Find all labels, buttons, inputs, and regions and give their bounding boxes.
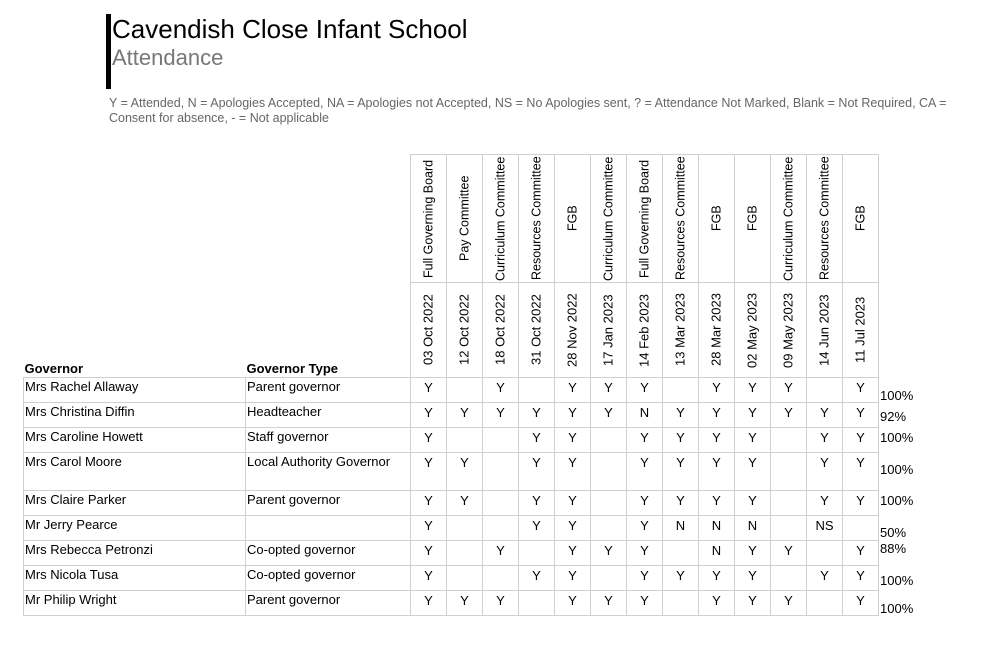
attendance-mark: Y xyxy=(591,378,627,403)
governor-name: Mrs Christina Diffin xyxy=(24,403,246,428)
meeting-name: FGB xyxy=(709,205,724,232)
attendance-mark xyxy=(663,541,699,566)
attendance-mark xyxy=(519,591,555,616)
meeting-date: 31 Oct 2022 xyxy=(528,294,544,366)
attendance-mark: Y xyxy=(699,566,735,591)
meeting-name-cell xyxy=(663,155,699,283)
meeting-date: 17 Jan 2023 xyxy=(600,294,616,366)
attendance-mark: N xyxy=(735,516,771,541)
attendance-mark: Y xyxy=(555,541,591,566)
meeting-name-cell xyxy=(447,155,483,283)
meeting-date: 14 Feb 2023 xyxy=(636,293,652,367)
attendance-mark: Y xyxy=(699,453,735,491)
attendance-percent: 88% xyxy=(880,540,907,556)
meeting-name: Full Governing Board xyxy=(421,159,436,278)
attendance-mark: Y xyxy=(807,453,843,491)
governor-name: Mrs Rebecca Petronzi xyxy=(24,541,246,566)
governor-type: Local Authority Governor xyxy=(246,453,411,491)
attendance-mark: N xyxy=(663,516,699,541)
governor-type: Staff governor xyxy=(246,428,411,453)
governor-type: Co-opted governor xyxy=(246,541,411,566)
attendance-mark: N xyxy=(699,541,735,566)
meeting-name: Full Governing Board xyxy=(637,159,652,278)
attendance-mark: Y xyxy=(519,453,555,491)
attendance-mark: N xyxy=(627,403,663,428)
governor-row xyxy=(24,541,916,566)
attendance-mark: Y xyxy=(447,491,483,516)
attendance-mark xyxy=(807,591,843,616)
governor-name: Mr Philip Wright xyxy=(24,591,246,616)
attendance-mark xyxy=(771,428,807,453)
attendance-mark: Y xyxy=(627,566,663,591)
attendance-mark: Y xyxy=(735,428,771,453)
governor-type-column-header xyxy=(246,283,411,378)
attendance-percent: 100% xyxy=(880,572,914,588)
meeting-name: Curriculum Committee xyxy=(601,156,616,281)
attendance-mark: Y xyxy=(411,516,447,541)
meeting-name: Curriculum Committee xyxy=(781,156,796,281)
attendance-mark: Y xyxy=(555,378,591,403)
governor-type: Co-opted governor xyxy=(246,566,411,591)
attendance-mark xyxy=(591,453,627,491)
attendance-mark xyxy=(447,428,483,453)
attendance-mark xyxy=(591,566,627,591)
attendance-mark: Y xyxy=(807,428,843,453)
meeting-name: Resources Committee xyxy=(529,156,544,281)
attendance-mark: Y xyxy=(411,591,447,616)
attendance-mark: Y xyxy=(411,566,447,591)
title-accent-bar xyxy=(106,14,111,89)
attendance-table xyxy=(23,154,916,616)
attendance-mark: Y xyxy=(771,403,807,428)
attendance-mark: Y xyxy=(483,378,519,403)
attendance-percent-cell xyxy=(879,378,916,403)
spacer-cell xyxy=(879,283,916,378)
attendance-mark: Y xyxy=(771,591,807,616)
attendance-mark: Y xyxy=(591,403,627,428)
attendance-mark: Y xyxy=(663,566,699,591)
attendance-mark: Y xyxy=(843,403,879,428)
attendance-mark: Y xyxy=(519,403,555,428)
attendance-percent-cell xyxy=(879,491,916,516)
attendance-percent: 100% xyxy=(880,429,914,445)
attendance-mark xyxy=(771,566,807,591)
attendance-mark: Y xyxy=(447,591,483,616)
attendance-mark: Y xyxy=(699,591,735,616)
attendance-mark: Y xyxy=(807,491,843,516)
attendance-mark: Y xyxy=(411,378,447,403)
attendance-mark: Y xyxy=(735,566,771,591)
meeting-date-cell xyxy=(411,283,447,378)
governor-name: Mrs Rachel Allaway xyxy=(24,378,246,403)
attendance-mark xyxy=(771,516,807,541)
attendance-mark: Y xyxy=(555,491,591,516)
meeting-name-cell xyxy=(735,155,771,283)
meeting-date: 28 Nov 2022 xyxy=(564,293,580,367)
attendance-mark: Y xyxy=(735,453,771,491)
attendance-mark xyxy=(591,491,627,516)
attendance-legend: Y = Attended, N = Apologies Accepted, NA = Apologies not Accepted, NS = No Apologies sent, ? = Attendance Not Marked, Blank = Not Required, CA = Consent for absence, - = Not applicable xyxy=(109,96,947,125)
meeting-date: 13 Mar 2023 xyxy=(672,293,688,367)
attendance-mark xyxy=(483,428,519,453)
attendance-percent-cell xyxy=(879,453,916,491)
attendance-percent-cell xyxy=(879,591,916,616)
meeting-name-cell xyxy=(627,155,663,283)
governor-name: Mrs Claire Parker xyxy=(24,491,246,516)
attendance-mark: Y xyxy=(735,591,771,616)
meeting-name-cell xyxy=(483,155,519,283)
attendance-mark xyxy=(591,428,627,453)
attendance-mark: Y xyxy=(519,516,555,541)
attendance-mark: Y xyxy=(555,516,591,541)
meeting-date-cell xyxy=(555,283,591,378)
attendance-mark xyxy=(483,516,519,541)
meeting-date-cell xyxy=(519,283,555,378)
attendance-percent-cell xyxy=(879,403,916,428)
attendance-mark xyxy=(771,491,807,516)
governor-type: Parent governor xyxy=(246,591,411,616)
attendance-mark: Y xyxy=(627,591,663,616)
spacer-cell xyxy=(24,155,246,283)
spacer-cell xyxy=(246,155,411,283)
meeting-date: 28 Mar 2023 xyxy=(708,293,724,367)
attendance-mark xyxy=(591,516,627,541)
attendance-mark: Y xyxy=(519,428,555,453)
page-title: Cavendish Close Infant School xyxy=(112,14,468,44)
attendance-mark: Y xyxy=(843,428,879,453)
meeting-name: Resources Committee xyxy=(673,156,688,281)
attendance-mark: Y xyxy=(735,541,771,566)
attendance-mark: Y xyxy=(699,428,735,453)
meeting-name-cell xyxy=(555,155,591,283)
attendance-mark: Y xyxy=(843,541,879,566)
meeting-date-cell xyxy=(483,283,519,378)
attendance-mark: Y xyxy=(627,516,663,541)
attendance-mark: Y xyxy=(447,453,483,491)
attendance-percent: 50% xyxy=(880,524,907,540)
attendance-mark: Y xyxy=(555,403,591,428)
attendance-mark xyxy=(447,516,483,541)
attendance-mark: Y xyxy=(555,453,591,491)
governor-type-header-label: Governor Type xyxy=(246,361,339,376)
meeting-name: FGB xyxy=(853,205,868,232)
governor-type: Parent governor xyxy=(246,378,411,403)
attendance-mark: Y xyxy=(807,566,843,591)
governor-name: Mr Jerry Pearce xyxy=(24,516,246,541)
governor-row xyxy=(24,378,916,403)
governor-column-header xyxy=(24,283,246,378)
governor-type xyxy=(246,516,411,541)
attendance-percent-cell xyxy=(879,541,916,566)
attendance-mark: Y xyxy=(483,403,519,428)
attendance-mark xyxy=(483,453,519,491)
governor-row xyxy=(24,591,916,616)
meeting-name: Pay Committee xyxy=(457,175,472,262)
attendance-mark: Y xyxy=(663,428,699,453)
governor-type: Parent governor xyxy=(246,491,411,516)
meeting-name-cell xyxy=(807,155,843,283)
attendance-mark: Y xyxy=(771,541,807,566)
attendance-mark: Y xyxy=(591,591,627,616)
attendance-mark: Y xyxy=(735,491,771,516)
meeting-date-cell xyxy=(591,283,627,378)
page-subtitle: Attendance xyxy=(112,45,224,70)
attendance-mark: Y xyxy=(735,378,771,403)
attendance-mark xyxy=(519,541,555,566)
meeting-date: 14 Jun 2023 xyxy=(816,294,832,366)
attendance-mark: Y xyxy=(555,591,591,616)
governor-name: Mrs Nicola Tusa xyxy=(24,566,246,591)
meeting-date-cell xyxy=(843,283,879,378)
attendance-percent-cell xyxy=(879,516,916,541)
spacer-cell xyxy=(879,155,916,283)
meeting-name-cell xyxy=(411,155,447,283)
attendance-mark: Y xyxy=(519,566,555,591)
meeting-name: FGB xyxy=(745,205,760,232)
governor-row xyxy=(24,428,916,453)
attendance-mark: Y xyxy=(627,453,663,491)
attendance-mark xyxy=(483,566,519,591)
attendance-mark: Y xyxy=(519,491,555,516)
attendance-mark xyxy=(771,453,807,491)
attendance-mark xyxy=(843,516,879,541)
attendance-mark: N xyxy=(699,516,735,541)
attendance-mark: Y xyxy=(411,428,447,453)
attendance-mark: Y xyxy=(591,541,627,566)
attendance-mark: Y xyxy=(663,453,699,491)
attendance-mark: Y xyxy=(627,491,663,516)
meeting-date-cell xyxy=(627,283,663,378)
meeting-date-row xyxy=(24,283,916,378)
attendance-mark: Y xyxy=(555,428,591,453)
attendance-mark: Y xyxy=(843,378,879,403)
meeting-date-cell xyxy=(771,283,807,378)
attendance-mark: Y xyxy=(843,491,879,516)
attendance-percent: 100% xyxy=(880,600,914,616)
attendance-mark: Y xyxy=(627,378,663,403)
attendance-mark xyxy=(483,491,519,516)
attendance-percent-cell xyxy=(879,428,916,453)
attendance-mark: Y xyxy=(735,403,771,428)
governor-header-label: Governor xyxy=(24,361,84,376)
meeting-name-cell xyxy=(591,155,627,283)
governor-name: Mrs Caroline Howett xyxy=(24,428,246,453)
meeting-date-cell xyxy=(447,283,483,378)
attendance-mark: Y xyxy=(627,428,663,453)
governor-row xyxy=(24,491,916,516)
attendance-mark: Y xyxy=(699,403,735,428)
attendance-mark xyxy=(447,378,483,403)
meeting-name: FGB xyxy=(565,205,580,232)
attendance-mark: Y xyxy=(447,403,483,428)
meeting-name-cell xyxy=(771,155,807,283)
attendance-mark: Y xyxy=(699,491,735,516)
attendance-mark: Y xyxy=(411,453,447,491)
governor-row xyxy=(24,566,916,591)
attendance-percent: 92% xyxy=(880,408,907,424)
attendance-mark: Y xyxy=(483,541,519,566)
attendance-mark xyxy=(807,378,843,403)
meeting-date-cell xyxy=(807,283,843,378)
attendance-mark: Y xyxy=(555,566,591,591)
attendance-mark: NS xyxy=(807,516,843,541)
attendance-mark: Y xyxy=(663,491,699,516)
meeting-date: 18 Oct 2022 xyxy=(492,294,508,366)
attendance-mark: Y xyxy=(843,566,879,591)
attendance-mark: Y xyxy=(411,491,447,516)
attendance-mark xyxy=(447,541,483,566)
governor-type: Headteacher xyxy=(246,403,411,428)
attendance-mark: Y xyxy=(483,591,519,616)
meeting-date: 03 Oct 2022 xyxy=(420,294,436,366)
governor-row xyxy=(24,403,916,428)
meeting-name-cell xyxy=(519,155,555,283)
meeting-date: 09 May 2023 xyxy=(780,292,796,368)
attendance-mark: Y xyxy=(843,453,879,491)
governor-row xyxy=(24,453,916,491)
attendance-mark xyxy=(663,591,699,616)
attendance-mark: Y xyxy=(627,541,663,566)
meeting-name-row xyxy=(24,155,916,283)
attendance-mark: Y xyxy=(411,541,447,566)
meeting-name: Resources Committee xyxy=(817,156,832,281)
attendance-mark xyxy=(663,378,699,403)
attendance-mark xyxy=(447,566,483,591)
attendance-mark xyxy=(519,378,555,403)
governor-name: Mrs Carol Moore xyxy=(24,453,246,491)
meeting-date: 11 Jul 2023 xyxy=(852,296,868,364)
attendance-mark: Y xyxy=(807,403,843,428)
attendance-percent: 100% xyxy=(880,492,914,508)
meeting-date-cell xyxy=(663,283,699,378)
attendance-mark: Y xyxy=(663,403,699,428)
meeting-date: 02 May 2023 xyxy=(744,292,760,368)
governor-row xyxy=(24,516,916,541)
attendance-mark xyxy=(807,541,843,566)
meeting-date: 12 Oct 2022 xyxy=(456,294,472,366)
meeting-date-cell xyxy=(735,283,771,378)
meeting-name: Curriculum Committee xyxy=(493,156,508,281)
meeting-name-cell xyxy=(843,155,879,283)
attendance-mark: Y xyxy=(771,378,807,403)
meeting-name-cell xyxy=(699,155,735,283)
meeting-date-cell xyxy=(699,283,735,378)
attendance-mark: Y xyxy=(699,378,735,403)
attendance-percent: 100% xyxy=(880,461,914,477)
attendance-percent-cell xyxy=(879,566,916,591)
attendance-mark: Y xyxy=(843,591,879,616)
attendance-mark: Y xyxy=(411,403,447,428)
attendance-percent: 100% xyxy=(880,387,914,403)
